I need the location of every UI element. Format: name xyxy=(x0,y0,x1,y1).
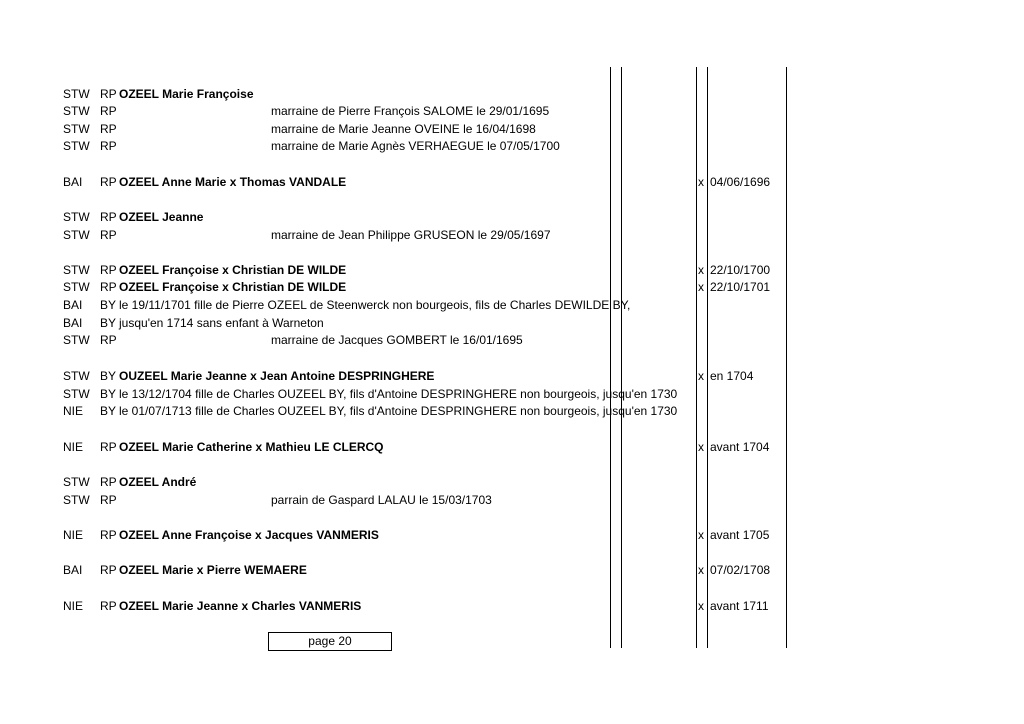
entry-name: OZEEL Jeanne xyxy=(119,210,204,224)
entry-name: OZEEL Marie x Pierre WEMAERE xyxy=(119,563,307,577)
entry-row xyxy=(0,86,1024,103)
entry-location: STW xyxy=(63,228,90,242)
entry-row xyxy=(0,598,1024,615)
entry-row xyxy=(0,527,1024,544)
entry-location: BAI xyxy=(63,563,83,577)
entry-type: BY xyxy=(100,298,117,312)
entry-location: STW xyxy=(63,475,90,489)
marriage-mark: x xyxy=(698,175,704,189)
entry-type: RP xyxy=(100,440,117,454)
marriage-mark: x xyxy=(698,280,704,294)
entry-row xyxy=(0,121,1024,138)
entry-type: RP xyxy=(100,104,117,118)
entry-location: NIE xyxy=(63,404,84,418)
entry-location: STW xyxy=(63,387,90,401)
entry-name: OZEEL Marie Jeanne x Charles VANMERIS xyxy=(119,599,362,613)
marriage-mark: x xyxy=(698,369,704,383)
entry-location: STW xyxy=(63,263,90,277)
entry-location: NIE xyxy=(63,528,84,542)
entry-date: avant 1711 xyxy=(710,599,769,613)
entry-location: NIE xyxy=(63,440,84,454)
entry-name: OZEEL Marie Françoise xyxy=(119,87,254,101)
entry-name: OZEEL Marie Catherine x Mathieu LE CLERCQ xyxy=(119,440,384,454)
entry-row xyxy=(0,262,1024,279)
entry-type: BY xyxy=(100,316,117,330)
entry-role: marraine de Marie Agnès VERHAEGUE le 07/05/1700 xyxy=(271,139,560,153)
entry-date: 22/10/1701 xyxy=(710,280,771,294)
entry-type: RP xyxy=(100,263,117,277)
entry-location: STW xyxy=(63,122,90,136)
marriage-mark: x xyxy=(698,563,704,577)
entry-row xyxy=(0,474,1024,491)
entry-date: 04/06/1696 xyxy=(710,175,771,189)
entry-role: marraine de Marie Jeanne OVEINE le 16/04/1698 xyxy=(271,122,536,136)
entry-role: marraine de Jean Philippe GRUSEON le 29/05/1697 xyxy=(271,228,551,242)
entry-date: 07/02/1708 xyxy=(710,563,771,577)
entry-date: avant 1705 xyxy=(710,528,770,542)
page-number: page 20 xyxy=(308,634,352,648)
marriage-mark: x xyxy=(698,263,704,277)
entry-type: RP xyxy=(100,599,117,613)
entry-row xyxy=(0,138,1024,155)
entry-name: OUZEEL Marie Jeanne x Jean Antoine DESPRINGHERE xyxy=(119,369,435,383)
entry-location: STW xyxy=(63,493,90,507)
entry-type: RP xyxy=(100,87,117,101)
entry-row xyxy=(0,174,1024,191)
entry-type: RP xyxy=(100,175,117,189)
entry-location: BAI xyxy=(63,316,83,330)
entry-type: RP xyxy=(100,122,117,136)
entry-row xyxy=(0,492,1024,509)
entry-row xyxy=(0,386,1024,403)
entry-date: en 1704 xyxy=(710,369,754,383)
entry-location: STW xyxy=(63,369,90,383)
entry-type: RP xyxy=(100,528,117,542)
entry-row xyxy=(0,315,1024,332)
entry-role: marraine de Jacques GOMBERT le 16/01/1695 xyxy=(271,333,523,347)
entry-row xyxy=(0,209,1024,226)
entry-name: OZEEL André xyxy=(119,475,197,489)
entry-row xyxy=(0,279,1024,296)
entry-type: RP xyxy=(100,280,117,294)
entry-name: OZEEL Anne Françoise x Jacques VANMERIS xyxy=(119,528,379,542)
entry-location: STW xyxy=(63,87,90,101)
entry-name: OZEEL Françoise x Christian DE WILDE xyxy=(119,280,347,294)
entry-name: OZEEL Anne Marie x Thomas VANDALE xyxy=(119,175,347,189)
marriage-mark: x xyxy=(698,599,704,613)
entry-location: BAI xyxy=(63,298,83,312)
entry-location: STW xyxy=(63,139,90,153)
entry-row xyxy=(0,332,1024,349)
entry-type: RP xyxy=(100,475,117,489)
entry-role: marraine de Pierre François SALOME le 29/01/1695 xyxy=(271,104,550,118)
entry-type: BY xyxy=(100,369,117,383)
entry-row xyxy=(0,368,1024,385)
entry-location: STW xyxy=(63,104,90,118)
entry-detail: jusqu'en 1714 sans enfant à Warneton xyxy=(119,316,324,330)
entry-row xyxy=(0,297,1024,314)
marriage-mark: x xyxy=(698,440,704,454)
entry-type: RP xyxy=(100,563,117,577)
entry-location: BAI xyxy=(63,175,83,189)
entry-type: RP xyxy=(100,493,117,507)
entry-row xyxy=(0,103,1024,120)
entry-type: BY xyxy=(100,404,117,418)
entry-name: OZEEL Françoise x Christian DE WILDE xyxy=(119,263,347,277)
entry-location: STW xyxy=(63,210,90,224)
entry-type: RP xyxy=(100,139,117,153)
entry-location: NIE xyxy=(63,599,84,613)
entry-location: STW xyxy=(63,333,90,347)
entry-row xyxy=(0,562,1024,579)
page-number-box xyxy=(268,632,392,651)
marriage-mark: x xyxy=(698,528,704,542)
entry-type: BY xyxy=(100,387,117,401)
entry-detail: le 13/12/1704 fille de Charles OUZEEL BY, fils d'Antoine DESPRINGHERE non bourgeois, jusqu'en 1730 xyxy=(119,387,678,401)
entry-detail: le 19/11/1701 fille de Pierre OZEEL de Steenwerck non bourgeois, fils de Charles DEWILDE BY, xyxy=(119,298,631,312)
entry-row xyxy=(0,227,1024,244)
entry-type: RP xyxy=(100,228,117,242)
entry-type: RP xyxy=(100,333,117,347)
entry-row xyxy=(0,439,1024,456)
entry-row xyxy=(0,403,1024,420)
entry-type: RP xyxy=(100,210,117,224)
entry-role: parrain de Gaspard LALAU le 15/03/1703 xyxy=(271,493,492,507)
entry-location: STW xyxy=(63,280,90,294)
entry-date: 22/10/1700 xyxy=(710,263,771,277)
entry-date: avant 1704 xyxy=(710,440,770,454)
entry-detail: le 01/07/1713 fille de Charles OUZEEL BY, fils d'Antoine DESPRINGHERE non bourgeois, jusqu'en 1730 xyxy=(119,404,678,418)
